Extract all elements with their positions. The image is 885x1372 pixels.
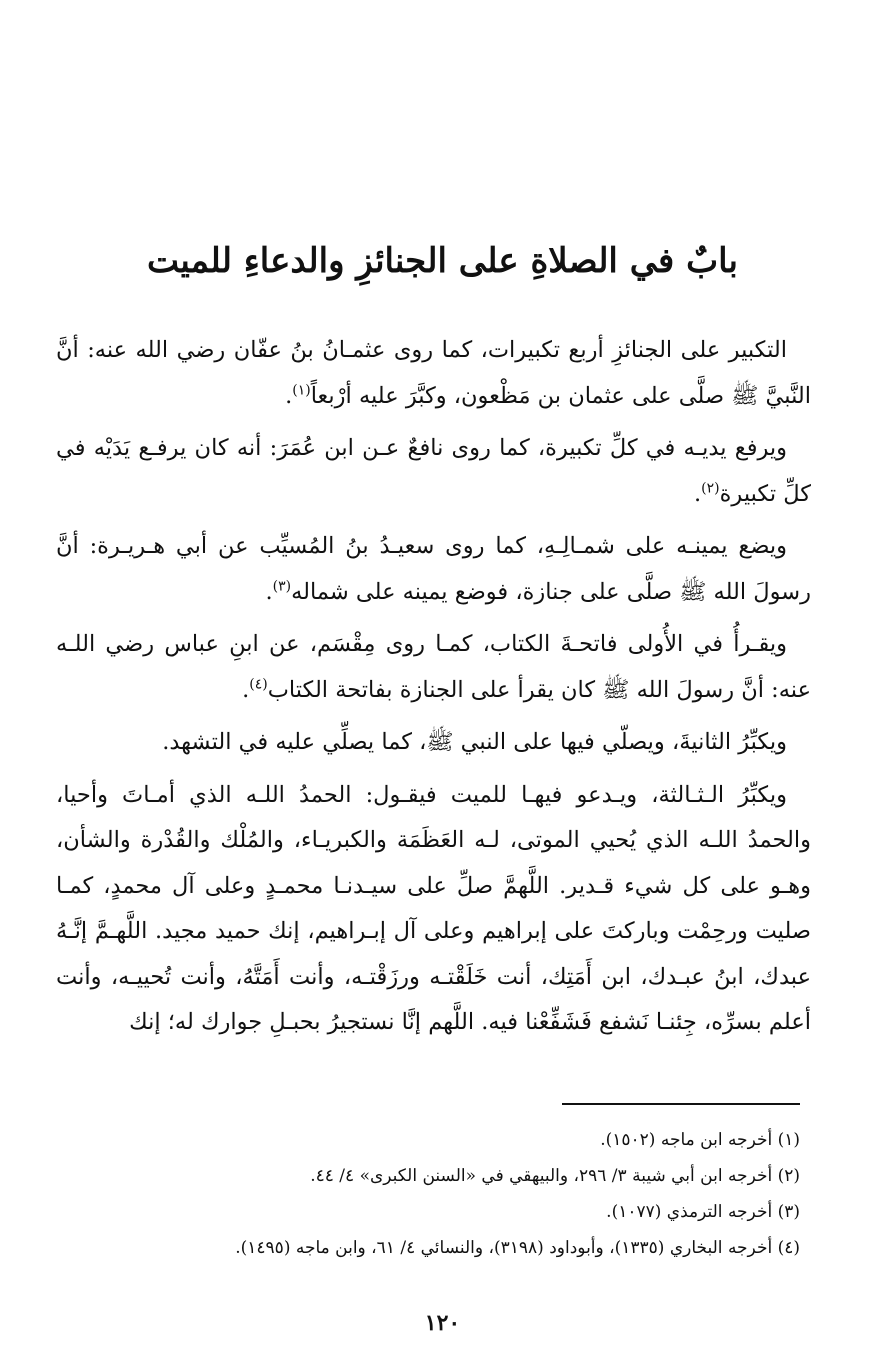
footnote-ref: (٢) xyxy=(701,480,720,496)
paragraph-end: . xyxy=(242,676,250,703)
footnote-ref: (٤) xyxy=(249,676,268,692)
paragraph-end: . xyxy=(285,382,293,409)
paragraph-end: . xyxy=(265,578,273,605)
paragraph-text: ويكبِّرُ الثانيةَ، ويصلّي فيها على النبي ﷺ، كما يصلِّي عليه في التشهد. xyxy=(162,729,787,755)
paragraph-second-takbir xyxy=(56,720,811,766)
paragraph-end: . xyxy=(694,480,702,507)
footnote-ref: (٣) xyxy=(272,578,292,594)
paragraph-placing-hands xyxy=(56,524,811,615)
footnote-3: (٣) أخرجه الترمذي (١٠٧٧). xyxy=(606,1202,800,1222)
footnote-4: (٤) أخرجه البخاري (١٣٣٥)، وأبوداود (٣١٩٨)، والنسائي ٤/ ٦١، وابن ماجه (١٤٩٥). xyxy=(235,1238,800,1258)
footnote-ref: (١) xyxy=(292,382,311,398)
page-number: ١٢٠ xyxy=(424,1310,461,1336)
paragraph-fatiha xyxy=(56,622,811,713)
paragraph-text: التكبير على الجنائزِ أربع تكبيرات، كما روى عثمـانُ بنُ عفّان رضي الله عنه: أنَّ النَّبيَّ ﷺ صلَّى على عثمان بن مَظْعون، وكبَّرَ عليه أرْبعاً xyxy=(56,337,811,409)
footnote-divider xyxy=(562,1103,800,1105)
paragraph-text: ويقـرأُ في الأُولى فاتحـةَ الكتاب، كمـا روى مِقْسَم، عن ابنِ عباس رضي اللـه عنه: أنَّ رسولَ الله ﷺ كان يقرأ على الجنازة بفاتحة الكتاب xyxy=(56,631,811,703)
paragraph-text: ويرفع يديـه في كلِّ تكبيرة، كما روى نافعٌ عـن ابن عُمَرَ: أنه كان يرفـع يَدَيْه في كلِّ تكبيرة xyxy=(56,435,811,507)
footnotes xyxy=(120,1122,800,1266)
paragraph-text: ويضع يمينـه على شمـالِـهِ، كما روى سعيـدُ بنُ المُسيِّب عن أبي هـريـرة: أنَّ رسولَ الله ﷺ صلَّى على جنازة، فوضع يمينه على شماله xyxy=(56,533,811,605)
footnote-2: (٢) أخرجه ابن أبي شيبة ٣/ ٢٩٦، والبيهقي في «السنن الكبرى» ٤/ ٤٤. xyxy=(310,1166,800,1186)
paragraph-third-takbir xyxy=(56,773,811,1046)
paragraph-raising-hands xyxy=(56,426,811,517)
paragraph-text: ويكبِّرُ الـثـالثة، ويـدعو فيهـا للميت فيقـول: الحمدُ اللـه الذي أمـاتَ وأحيا، والحمدُ اللـه الذي يُحيي الموتى، لـه العَظَمَة والكبريـاء، والمُلْك والقُدْرة والشأن، وهـو على كل شيء قـدير. اللَّهمَّ صلِّ على سيـدنـا محمـدٍ وعلى آل محمدٍ، كمـا صليت ورحِمْت وباركتَ على إبراهيم وعلى آل إبـراهيم، إنك حميد مجيد. اللَّهـمَّ إنَّـهُ عبدك، ابنُ عبـدك، ابن أَمَتِك، أنت خَلَقْتـه ورزَقْتـه، وأنت أَمَتَّهُ، وأنت تُحييـه، وأنت أعلم بسرِّه، جِئنـا نَشفع فَشَفِّعْنا فيه. اللَّهم إنَّا نستجيرُ بحبـلِ جوارك له؛ إنك xyxy=(56,781,811,1035)
footnote-1: (١) أخرجه ابن ماجه (١٥٠٢). xyxy=(600,1130,800,1150)
body-text xyxy=(56,328,811,1053)
paragraph-takbir xyxy=(56,328,811,419)
chapter-heading: بابٌ في الصلاةِ على الجنائزِ والدعاءِ للميت xyxy=(147,240,738,281)
